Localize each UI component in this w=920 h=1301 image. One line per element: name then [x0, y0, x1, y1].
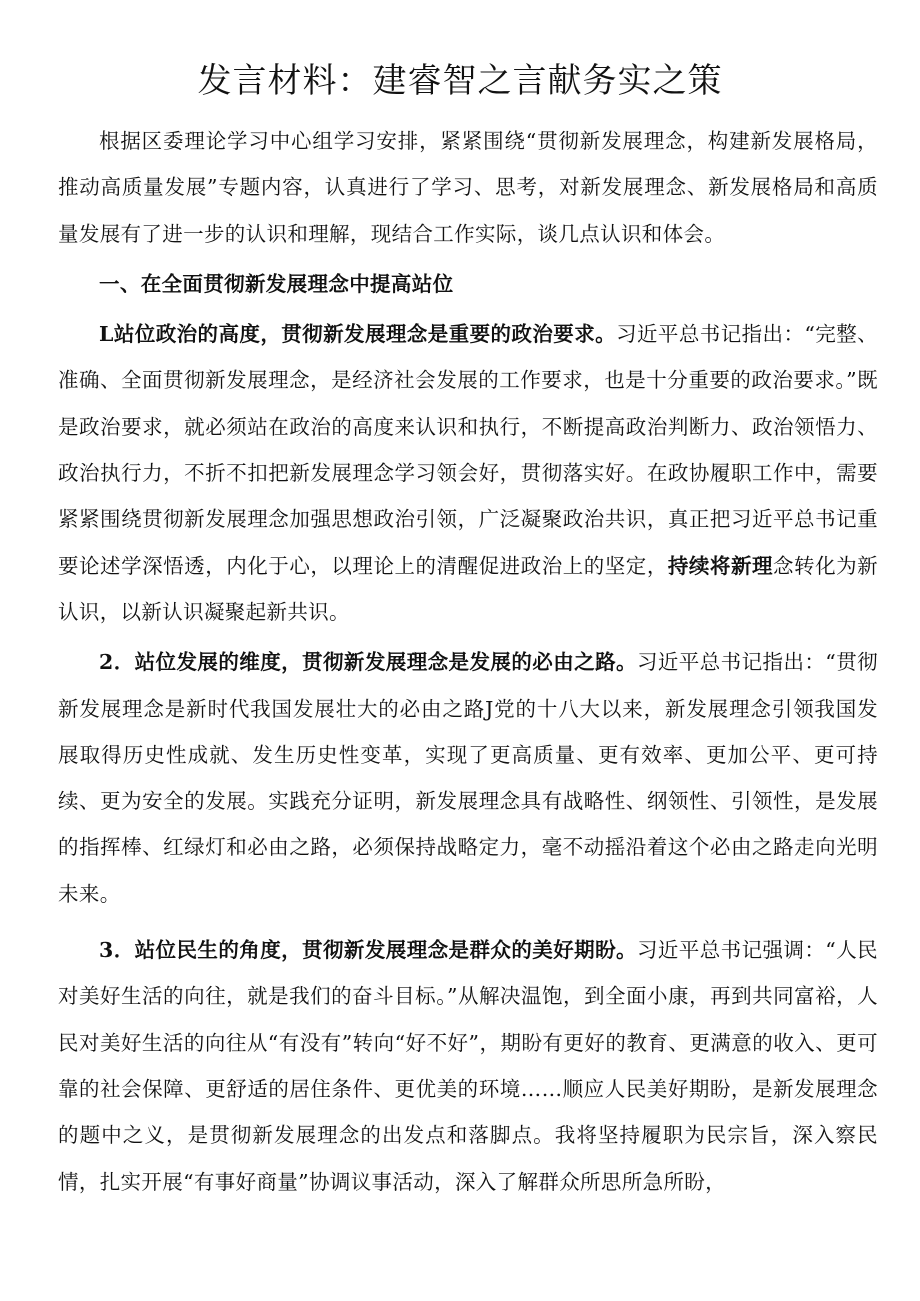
point-1-lead: L站位政治的高度，贯彻新发展理念是重要的政治要求。 — [99, 322, 617, 347]
point-2-text: 习近平总书记指出：“贯彻新发展理念是新时代我国发展壮大的必由之路J党的十八大以来，新发展理念引领我国发展取得历史性成就、发生历史性变革，实现了更高质量、更有效率、更加公平、更可持续、更为安全的发展。实践充分证明，新发展理念具有战略性、纲领性、引领性，是发展的指挥棒、红绿灯和必由之路，必须保持战略定力，毫不动摇沿着这个必由之路走向光明未来。 — [58, 650, 878, 906]
document-title: 发言材料：建睿智之言献务实之策 — [197, 61, 723, 101]
intro-paragraph: 根据区委理论学习中心组学习安排，紧紧围绕“贯彻新发展理念，构建新发展格局，推动高质量发展”专题内容，认真进行了学习、思考，对新发展理念、新发展格局和高质量发展有了进一步的认识和理解，现结合工作实际，谈几点认识和体会。 — [58, 129, 878, 246]
point-2-paragraph — [58, 639, 878, 917]
document-body — [58, 118, 878, 1205]
point-3-text: 习近平总书记强调：“人民对美好生活的向往，就是我们的奋斗目标。”从解决温饱，到全面小康，再到共同富裕，人民对美好生活的向往从“有没有”转向“好不好”，期盼有更好的教育、更满意的收入、更可靠的社会保障、更舒适的居住条件、更优美的环境……顺应人民美好期盼，是新发展理念的题中之义，是贯彻新发展理念的出发点和落脚点。我将坚持履职为民宗旨，深入察民情，扎实开展“有事好商量”协调议事活动，深入了解群众所思所急所盼， — [58, 938, 878, 1194]
point-1-text: 习近平总书记指出：“完整、准确、全面贯彻新发展理念，是经济社会发展的工作要求，也是十分重要的政治要求。”既是政治要求，就必须站在政治的高度来认识和执行，不断提高政治判断力、政治领悟力、政治执行力，不折不扣把新发展理念学习领会好，贯彻落实好。在政协履职工作中，需要紧紧围绕贯彻新发展理念加强思想政治引领，广泛凝聚政治共识，真正把习近平总书记重要论述学深悟透，内化于心，以理论上的清醒促进政治上的坚定， — [58, 322, 878, 578]
point-1-end: 念转化为新认识，以新认识凝聚起新共识。 — [58, 553, 879, 624]
point-3-paragraph — [58, 927, 878, 1205]
point-1-bold-tail: 持续将新理 — [667, 553, 774, 578]
point-1-paragraph — [58, 311, 878, 635]
section-1-heading: 一、在全面贯彻新发展理念中提高站位 — [99, 271, 454, 296]
point-2-lead: 2．站位发展的维度，贯彻新发展理念是发展的必由之路。 — [99, 650, 637, 675]
point-3-lead: 3．站位民生的角度，贯彻新发展理念是群众的美好期盼。 — [99, 938, 637, 963]
